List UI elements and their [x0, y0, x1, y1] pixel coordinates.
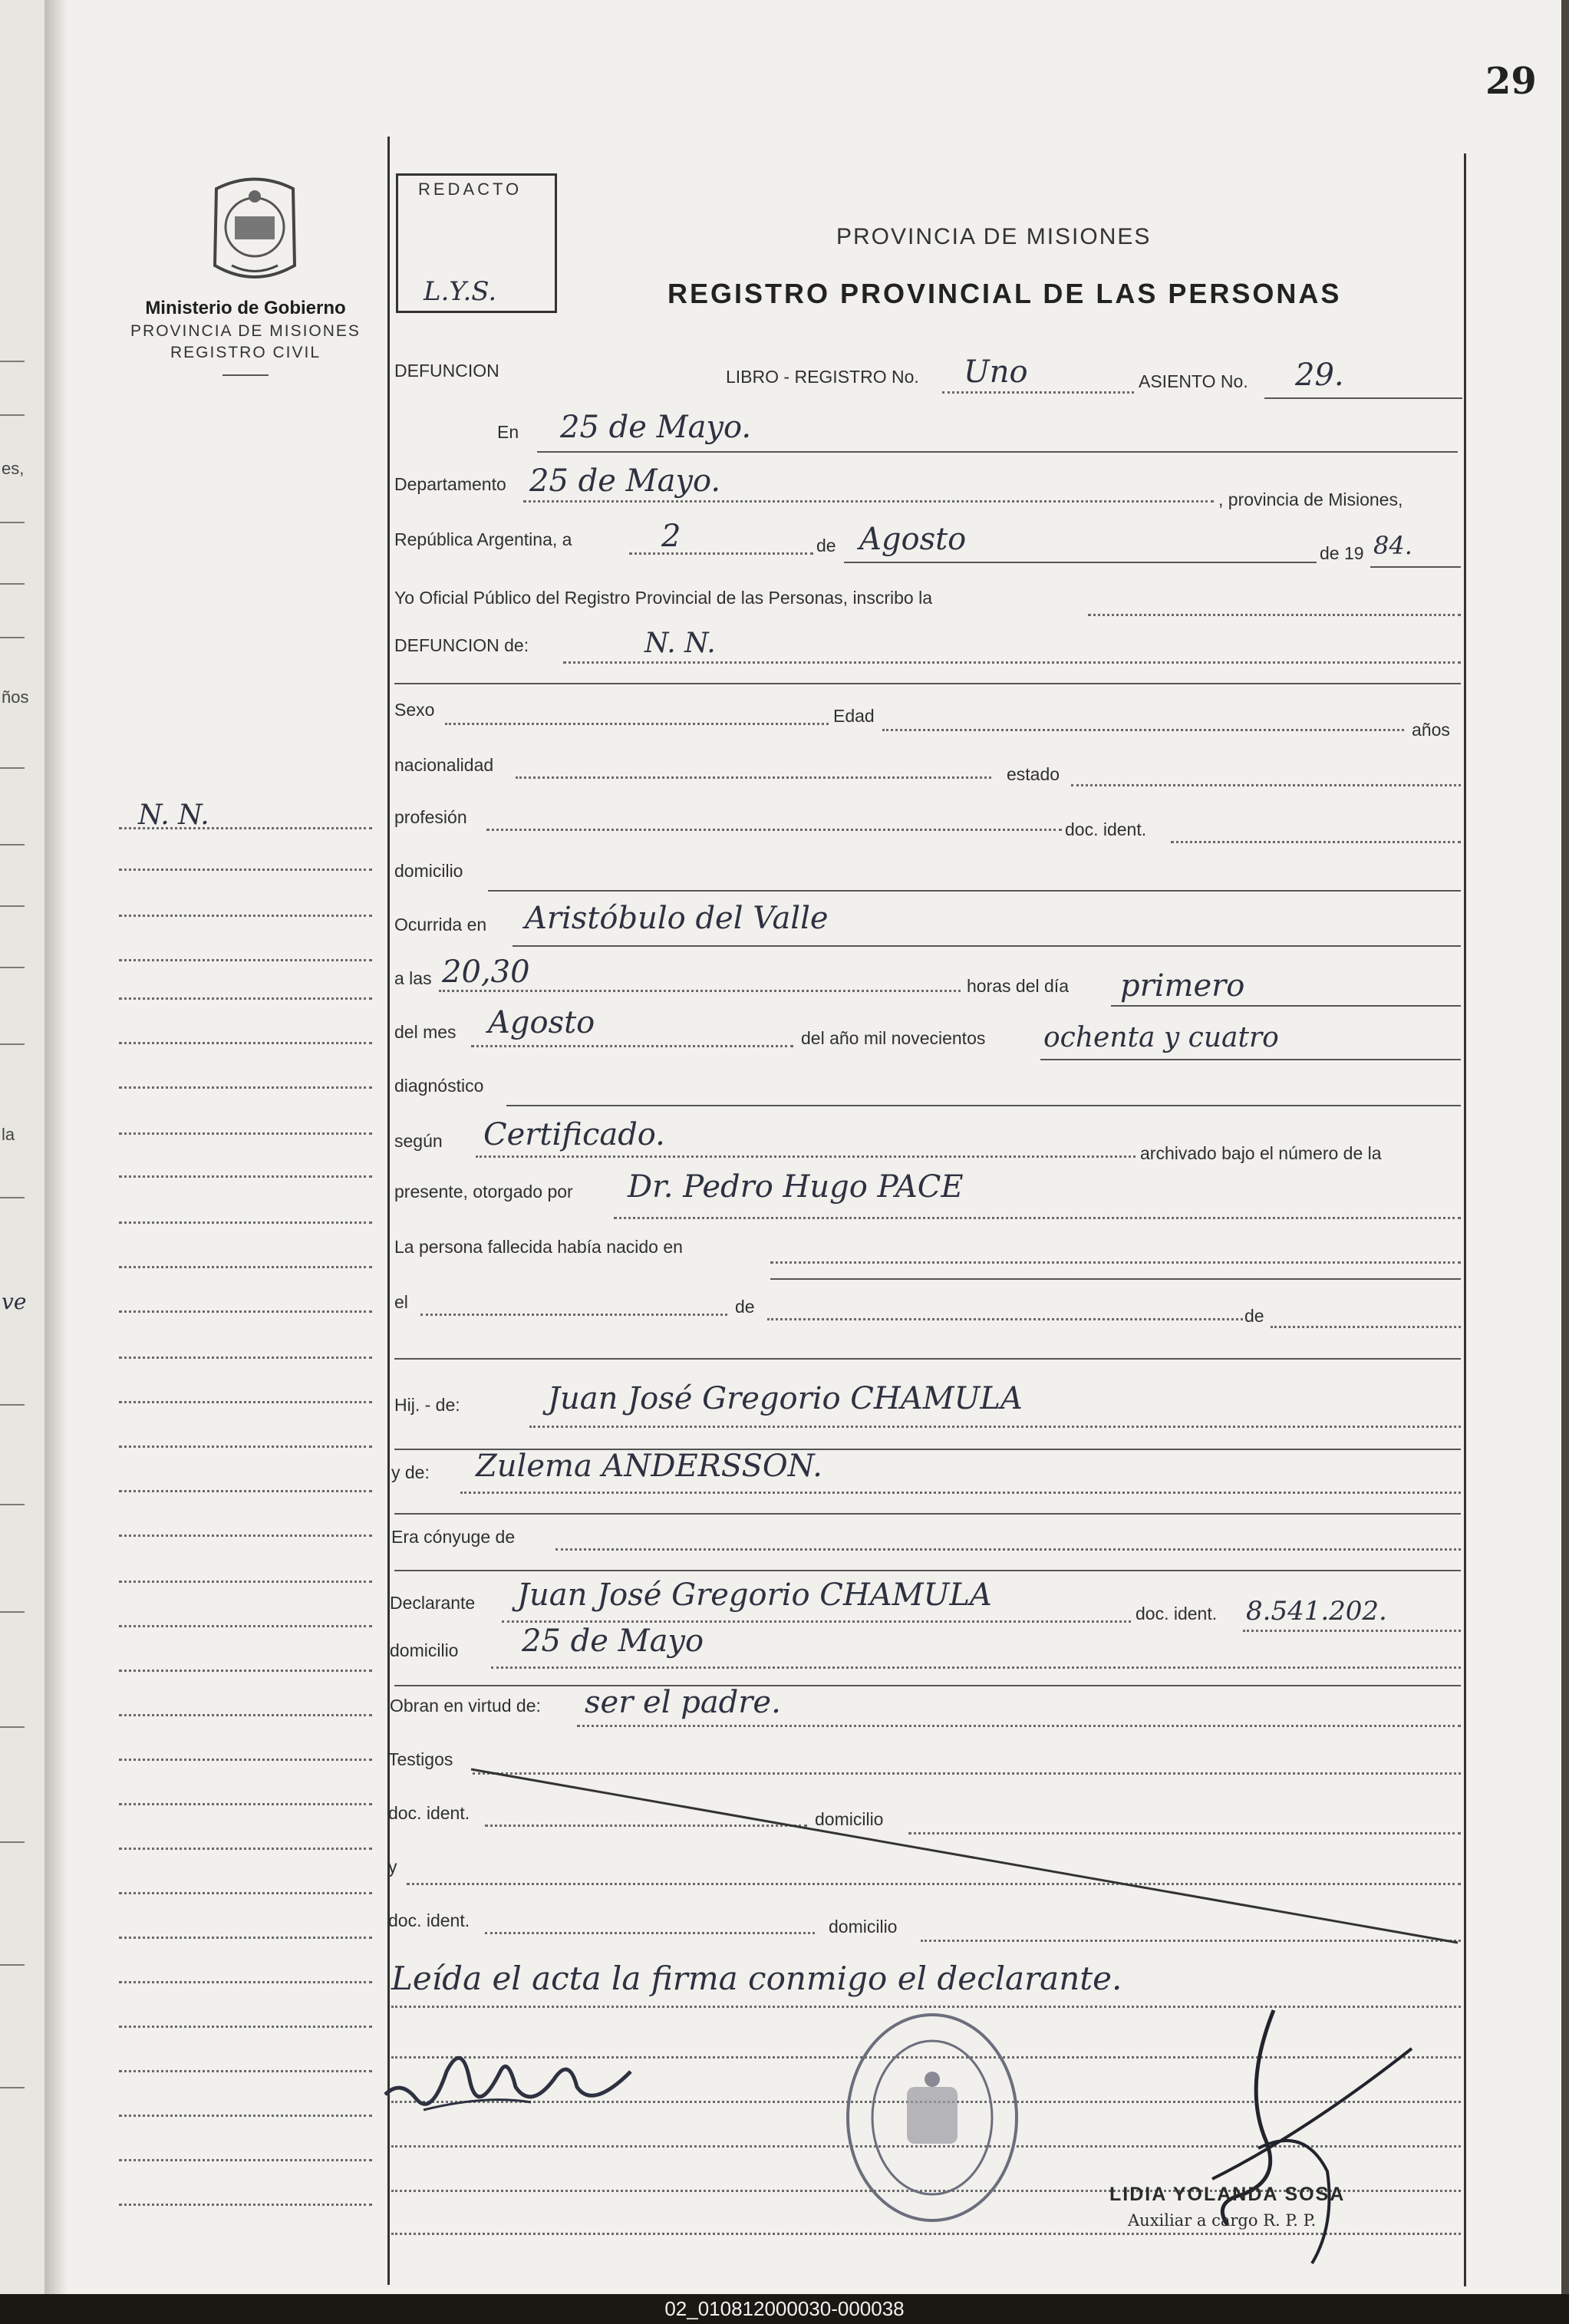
defuncion-de-label: DEFUNCION de:: [394, 635, 529, 655]
margin-deceased-name: N. N.: [138, 799, 209, 831]
mother-value: Zulema ANDERSSON.: [476, 1449, 822, 1484]
departamento-label: Departamento: [394, 474, 506, 494]
declarante-domicilio-label: domicilio: [390, 1640, 459, 1660]
act-type-label: DEFUNCION: [394, 361, 499, 381]
cancel-line: [471, 1765, 1461, 1949]
left-page-fragment: la: [2, 1125, 15, 1144]
province-title: PROVINCIA DE MISIONES: [836, 224, 1152, 249]
en-value: 25 de Mayo.: [560, 410, 752, 445]
testigo1-doc-label: doc. ident.: [388, 1803, 470, 1823]
nacionalidad-label: nacionalidad: [394, 755, 494, 775]
a-las-label: a las: [394, 968, 432, 988]
image-id-caption: 02_010812000030-000038: [0, 2294, 1569, 2324]
de-label: de: [816, 536, 836, 555]
ministry-registry: REGISTRO CIVIL: [170, 344, 321, 361]
ano-value: ochenta y cuatro: [1043, 1022, 1279, 1053]
official-name: LIDIA YOLANDA SOSA: [1109, 2184, 1346, 2205]
redacto-initials: L.Y.S.: [424, 276, 497, 307]
doc-ident-label: doc. ident.: [1065, 819, 1147, 839]
archivado-label: archivado bajo el número de la: [1140, 1143, 1382, 1163]
estado-label: estado: [1007, 764, 1060, 784]
edad-label: Edad: [833, 706, 875, 726]
declarante-doc-value: 8.541.202.: [1246, 1596, 1387, 1627]
dia-value: primero: [1120, 968, 1245, 1004]
redacto-label: REDACTO: [418, 180, 522, 199]
testigo2-domicilio-label: domicilio: [829, 1917, 898, 1937]
official-seal: [844, 2010, 1020, 2225]
oficial-text: Yo Oficial Público del Registro Provincial de las Personas, inscribo la: [394, 588, 932, 608]
left-page-fragment: es,: [2, 459, 25, 478]
father-value: Juan José Gregorio CHAMULA: [548, 1381, 1023, 1416]
declarante-value: Juan José Gregorio CHAMULA: [517, 1577, 992, 1613]
hora-value: 20,30: [442, 954, 530, 990]
right-margin-rule: [1464, 153, 1466, 2286]
ministry-block: [115, 298, 376, 376]
birth-de-label-2: de: [1244, 1306, 1264, 1326]
declarante-domicilio-value: 25 de Mayo: [522, 1624, 704, 1659]
provincia-label: , provincia de Misiones,: [1218, 490, 1403, 509]
ministry-title: Ministerio de Gobierno: [145, 298, 346, 318]
official-role: Auxiliar a cargo R. P. P.: [1128, 2211, 1317, 2230]
page-edge: [1561, 0, 1569, 2294]
day-value: 2: [661, 519, 681, 554]
ocurrida-value: Aristóbulo del Valle: [525, 901, 829, 936]
left-page-fragment: ños: [2, 687, 29, 707]
sexo-label: Sexo: [394, 700, 435, 720]
provincial-crest-icon: [201, 173, 308, 288]
nacido-label: La persona fallecida había nacido en: [394, 1237, 683, 1257]
conyuge-label: Era cónyuge de: [391, 1527, 516, 1547]
left-facing-page: [0, 0, 48, 2294]
margin-rule: [387, 137, 390, 2285]
departamento-value: 25 de Mayo.: [529, 463, 721, 499]
republica-label: República Argentina, a: [394, 529, 572, 549]
registry-title: REGISTRO PROVINCIAL DE LAS PERSONAS: [667, 278, 1342, 309]
ministry-province: PROVINCIA DE MISIONES: [130, 322, 361, 340]
mes-value: Agosto: [488, 1005, 595, 1040]
presente-label: presente, otorgado por: [394, 1182, 573, 1202]
left-page-fragment: ve: [2, 1289, 27, 1314]
declarante-doc-label: doc. ident.: [1136, 1604, 1218, 1624]
y-label: y: [388, 1857, 397, 1877]
declarant-signature: [377, 2026, 654, 2141]
obran-label: Obran en virtud de:: [390, 1696, 541, 1716]
horas-label: horas del día: [967, 976, 1069, 996]
declarante-label: Declarante: [390, 1593, 476, 1613]
profesion-label: profesión: [394, 807, 467, 827]
del-ano-label: del año mil novecientos: [801, 1028, 986, 1048]
hijo-label: Hij. - de:: [394, 1395, 460, 1415]
anos-label: años: [1412, 720, 1450, 740]
ocurrida-label: Ocurrida en: [394, 915, 487, 935]
asiento-value: 29.: [1295, 358, 1344, 393]
diagnostico-label: diagnóstico: [394, 1076, 484, 1096]
binding-shadow: [44, 0, 68, 2294]
segun-value: Certificado.: [483, 1117, 665, 1152]
testigos-label: Testigos: [388, 1749, 453, 1769]
del-mes-label: del mes: [394, 1022, 457, 1042]
segun-label: según: [394, 1131, 443, 1151]
testigo2-doc-label: doc. ident.: [388, 1910, 470, 1930]
en-label: En: [497, 422, 519, 442]
obran-value: ser el padre.: [585, 1685, 781, 1720]
birth-de-label: de: [735, 1297, 755, 1317]
page-number: 29: [1485, 60, 1537, 103]
domicilio-label: domicilio: [394, 861, 463, 881]
closing-statement: Leída el acta la firma conmigo el declarante.: [391, 1960, 1122, 1997]
deceased-value: N. N.: [644, 628, 716, 659]
testigo1-domicilio-label: domicilio: [815, 1809, 884, 1829]
libro-label: LIBRO - REGISTRO No.: [726, 367, 919, 387]
y-de-label: y de:: [391, 1462, 430, 1482]
year-value: 84.: [1373, 531, 1412, 560]
official-signature: [1182, 1995, 1427, 2271]
year-label: de 19: [1320, 543, 1364, 563]
presente-value: Dr. Pedro Hugo PACE: [628, 1169, 964, 1205]
el-label: el: [394, 1292, 408, 1312]
libro-value: Uno: [964, 354, 1028, 390]
asiento-label: ASIENTO No.: [1139, 371, 1248, 391]
month-value: Agosto: [859, 522, 967, 557]
